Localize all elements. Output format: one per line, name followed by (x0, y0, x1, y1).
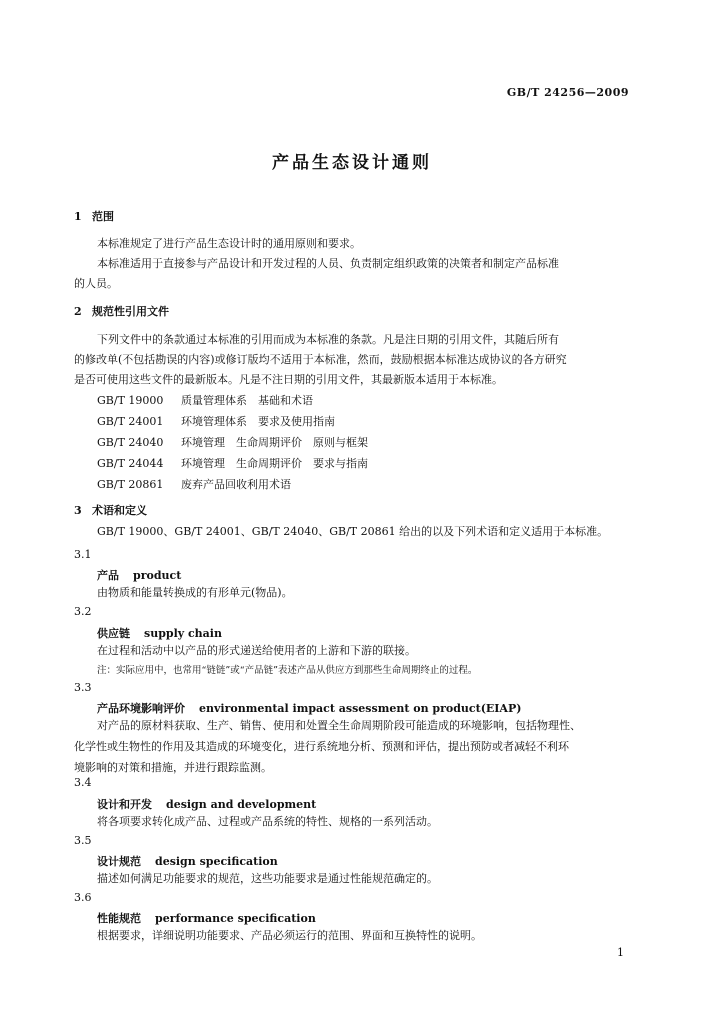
reference-code: GB/T 20861 (97, 478, 164, 491)
term-definition: 在过程和活动中以产品的形式递送给使用者的上游和下游的联接。 (97, 644, 416, 657)
paragraph: 的修改单(不包括勘误的内容)或修订版均不适用于本标准，然而，鼓励根据本标准达成协议的各方研究 (74, 353, 567, 366)
term-number: 3.3 (74, 681, 92, 694)
term-definition: 根据要求，详细说明功能要求、产品必须运行的范围、界面和互换特性的说明。 (97, 929, 482, 942)
reference-item (97, 455, 368, 471)
term-en: environmental impact assessment on product(EIAP) (199, 702, 522, 715)
reference-title: 环境管理 生命周期评价 要求与指南 (181, 457, 368, 470)
section-number: 2 (74, 305, 82, 318)
reference-item (97, 392, 313, 408)
reference-item (97, 413, 335, 429)
paragraph: 的人员。 (74, 277, 118, 290)
term-number: 3.6 (74, 891, 92, 904)
term-heading (97, 910, 316, 926)
term-en: design specification (155, 855, 278, 868)
section-number: 1 (74, 210, 82, 223)
reference-code: GB/T 24001 (97, 415, 164, 428)
reference-item (97, 434, 368, 450)
term-en: product (133, 569, 182, 582)
paragraph: 本标准适用于直接参与产品设计和开发过程的人员、负责制定组织政策的决策者和制定产品标准 (97, 257, 559, 270)
term-heading (97, 700, 521, 716)
reference-title: 质量管理体系 基础和术语 (181, 394, 313, 407)
term-zh: 性能规范 (97, 912, 141, 925)
section-heading-1 (74, 208, 114, 224)
section-title: 范围 (92, 210, 114, 223)
reference-title: 环境管理体系 要求及使用指南 (181, 415, 335, 428)
term-heading (97, 625, 222, 641)
term-number: 3.4 (74, 776, 92, 789)
term-definition: 由物质和能量转换成的有形单元(物品)。 (97, 586, 293, 599)
term-definition: 化学性或生物性的作用及其造成的环境变化，进行系统地分析、预测和评估，提出预防或者减轻不利环 (74, 740, 569, 753)
reference-item (97, 476, 291, 492)
term-heading (97, 567, 181, 583)
term-en: supply chain (144, 627, 222, 640)
term-zh: 供应链 (97, 627, 130, 640)
term-en: design and development (166, 798, 317, 811)
reference-title: 废弃产品回收利用术语 (181, 478, 291, 491)
reference-code: GB/T 24040 (97, 436, 164, 449)
term-zh: 设计规范 (97, 855, 141, 868)
reference-code: GB/T 19000 (97, 394, 164, 407)
term-heading (97, 853, 278, 869)
term-number: 3.1 (74, 548, 92, 561)
term-number: 3.2 (74, 605, 92, 618)
reference-code: GB/T 24044 (97, 457, 164, 470)
term-zh: 产品环境影响评价 (97, 702, 185, 715)
section-number: 3 (74, 504, 82, 517)
term-en: performance specification (155, 912, 316, 925)
paragraph: 本标准规定了进行产品生态设计时的通用原则和要求。 (97, 237, 361, 250)
term-number: 3.5 (74, 834, 92, 847)
term-definition: 境影响的对策和措施，并进行跟踪监测。 (74, 761, 272, 774)
section-heading-2 (74, 303, 169, 319)
section-title: 术语和定义 (92, 504, 147, 517)
standard-number: GB/T 24256—2009 (506, 86, 629, 99)
term-zh: 产品 (97, 569, 119, 582)
term-definition: 描述如何满足功能要求的规范，这些功能要求是通过性能规范确定的。 (97, 872, 438, 885)
term-heading (97, 796, 316, 812)
reference-title: 环境管理 生命周期评价 原则与框架 (181, 436, 368, 449)
paragraph: 下列文件中的条款通过本标准的引用而成为本标准的条款。凡是注日期的引用文件，其随后所有 (97, 333, 559, 346)
section-title: 规范性引用文件 (92, 305, 169, 318)
paragraph: 是否可使用这些文件的最新版本。凡是不注日期的引用文件，其最新版本适用于本标准。 (74, 373, 503, 386)
term-definition: 将各项要求转化成产品、过程或产品系统的特性、规格的一系列活动。 (97, 815, 438, 828)
page-title: 产品生态设计通则 (272, 153, 432, 173)
paragraph: GB/T 19000、GB/T 24001、GB/T 24040、GB/T 20861 给出的以及下列术语和定义适用于本标准。 (97, 525, 609, 538)
term-zh: 设计和开发 (97, 798, 152, 811)
section-heading-3 (74, 502, 147, 518)
page-number: 1 (617, 946, 624, 959)
term-definition: 对产品的原材料获取、生产、销售、使用和处置全生命周期阶段可能造成的环境影响，包括物理性、 (97, 719, 581, 732)
term-note: 注：实际应用中，也常用“链链”或“产品链”表述产品从供应方到那些生命周期终止的过程。 (97, 665, 478, 676)
